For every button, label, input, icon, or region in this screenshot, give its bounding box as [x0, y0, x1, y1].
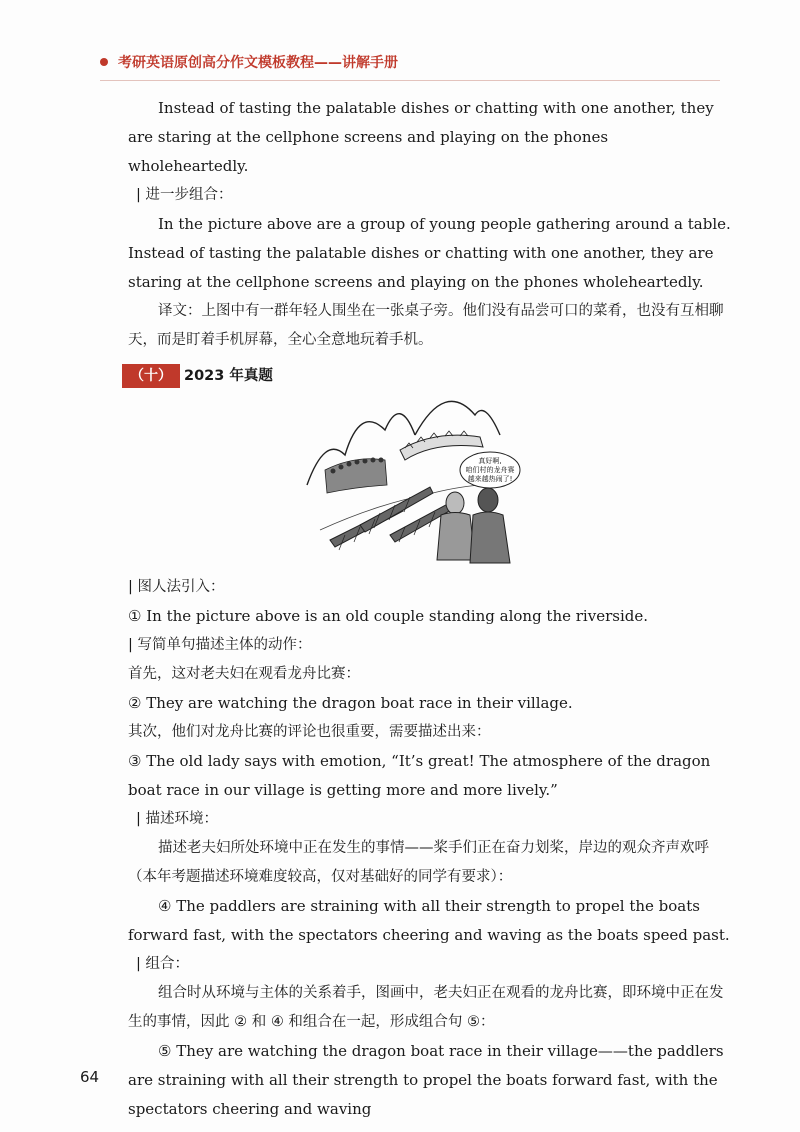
lower-text-block [128, 573, 733, 1124]
label-further-combination: | 进一步组合： [136, 187, 233, 203]
sentence-3: ③ The old lady says with emotion, “It’s great! The atmosphere of the dragon boat race in our village is getting more and more lively.” [128, 752, 711, 799]
note-first: 首先，这对老夫妇在观看龙舟比赛： [128, 666, 360, 682]
header-rule [100, 80, 720, 81]
sentence-1: ① In the picture above is an old couple standing along the riverside. [128, 607, 648, 625]
running-header [100, 52, 398, 72]
sentence-4: ④ The paddlers are straining with all their strength to propel the boats forward fast, with the spectators cheering and waving as the boats speed past. [128, 897, 730, 944]
label-combine: | 组合： [136, 956, 189, 972]
bubble-line-3: 越来越热闹了! [467, 475, 513, 483]
translation: 译文：上图中有一群年轻人围坐在一张桌子旁。他们没有品尝可口的菜肴，也没有互相聊天，而是盯着手机屏幕，全心全意地玩着手机。 [128, 303, 724, 348]
mountain-outline-right [415, 401, 500, 435]
label-action: | 写简单句描述主体的动作： [128, 637, 312, 653]
cartoon-illustration [305, 375, 535, 570]
old-couple [437, 488, 510, 563]
note-second: 其次，他们对龙舟比赛的评论也很重要，需要描述出来： [128, 724, 491, 740]
header-title: 考研英语原创高分作文模板教程——讲解手册 [118, 55, 398, 71]
environment-description: 描述老夫妇所处环境中正在发生的事情——桨手们正在奋力划桨，岸边的观众齐声欢呼（本年考题描述环境难度较高，仅对基础好的同学有要求）： [128, 840, 709, 885]
label-intro: | 图人法引入： [128, 579, 225, 595]
upper-text-block [128, 94, 733, 391]
bubble-line-2: 咱们村的龙舟赛 [465, 466, 515, 474]
bubble-line-1: 真好啊, [478, 457, 502, 465]
paragraph-2: In the picture above are a group of young people gathering around a table. Instead of tasting the palatable dishes or chatting with one another, they are staring at the cellphone screens and playing on the phones wholeheartedly. [128, 215, 731, 291]
section-tag: （十） [122, 364, 180, 388]
section-title: 2023 年真题 [184, 368, 273, 384]
label-environment: | 描述环境： [136, 811, 218, 827]
bullet-icon [100, 58, 108, 66]
combine-description: 组合时从环境与主体的关系着手，图画中，老夫妇正在观看的龙舟比赛，即环境中正在发生的事情，因此 ② 和 ④ 和组合在一起，形成组合句 ⑤： [128, 985, 724, 1030]
paragraph-1: Instead of tasting the palatable dishes or chatting with one another, they are staring at the cellphone screens and playing on the phones wholeheartedly. [128, 99, 714, 175]
sentence-2: ② They are watching the dragon boat race in their village. [128, 694, 573, 712]
sentence-5: ⑤ They are watching the dragon boat race in their village——the paddlers are straining with all their strength to propel the boats forward fast, with the spectators cheering and waving [128, 1042, 724, 1118]
page-number: 64 [80, 1068, 100, 1086]
